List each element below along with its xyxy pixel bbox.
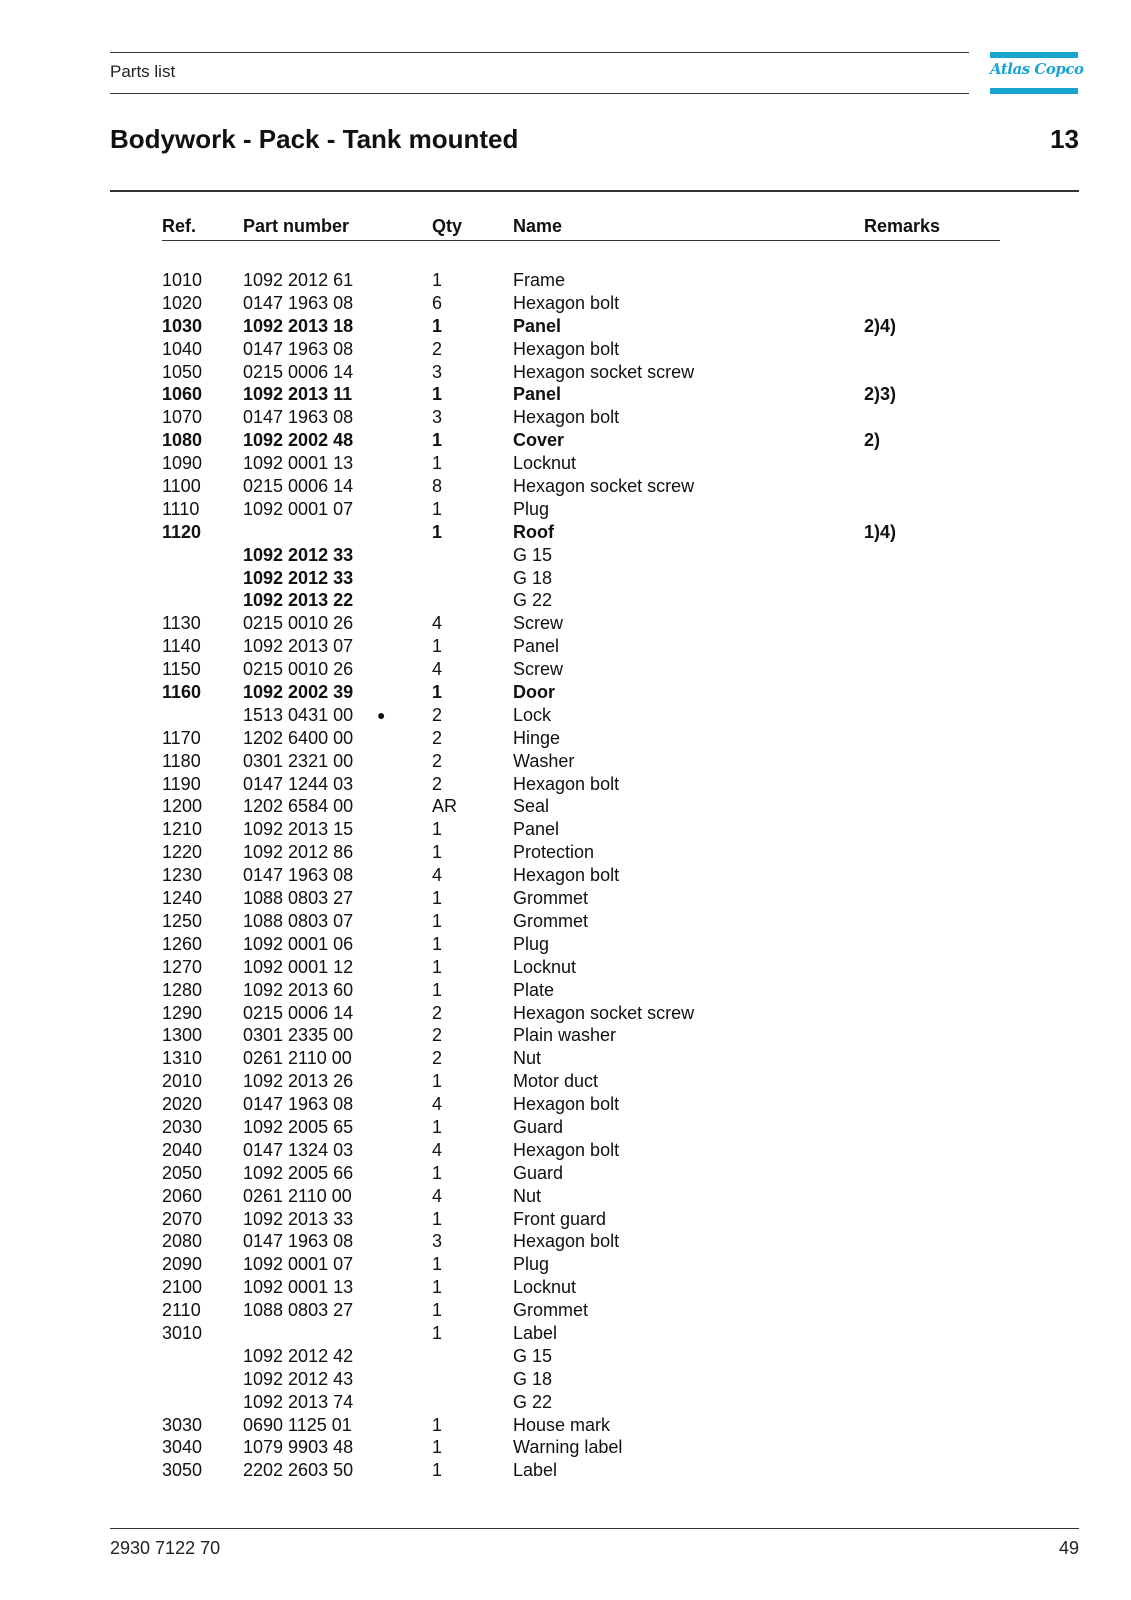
row-qty: 1 [432, 888, 443, 909]
row-name: Plug [513, 498, 550, 519]
row-name: Washer [513, 750, 575, 771]
table-row [162, 1162, 1000, 1185]
table-row [162, 406, 1000, 429]
table-row [162, 612, 1000, 635]
table-row [162, 727, 1000, 750]
row-ref: 1010 [162, 270, 203, 290]
row-name: Locknut [513, 1277, 577, 1298]
row-part-number: 1092 0001 07 [243, 1254, 354, 1275]
row-ref: 1310 [162, 1048, 203, 1069]
row-name: Panel [513, 819, 560, 840]
table-row [162, 1459, 1000, 1482]
row-part-number: 1092 2005 65 [243, 1116, 354, 1137]
table-row [162, 361, 1000, 384]
table-row [162, 1002, 1000, 1025]
row-qty: 1 [432, 819, 443, 840]
table-row [162, 704, 1000, 727]
logo-bottom-bar [990, 88, 1078, 94]
row-ref: 1110 [162, 498, 200, 519]
row-name: Hexagon bolt [513, 407, 620, 428]
row-qty: 3 [432, 407, 443, 428]
row-part-number: 0215 0006 14 [243, 476, 354, 497]
row-name: Door [513, 682, 555, 703]
row-name: Plain washer [513, 1025, 617, 1046]
row-name: Nut [513, 1185, 542, 1206]
row-part-number: 0147 1963 08 [243, 292, 354, 313]
row-part-number: 0147 1963 08 [243, 407, 354, 428]
row-ref: 2050 [162, 1162, 203, 1183]
row-part-number: 1092 2013 26 [243, 1071, 354, 1092]
row-qty: 3 [432, 1231, 443, 1252]
row-qty: 1 [432, 636, 443, 657]
row-ref: 1090 [162, 453, 203, 474]
row-name: Seal [513, 796, 550, 817]
row-part-number: 0147 1244 03 [243, 773, 354, 794]
header-section-label: Parts list [110, 62, 176, 81]
row-remarks: 2)3) [864, 384, 897, 405]
row-part-number: 1092 0001 07 [243, 498, 354, 519]
row-ref: 2030 [162, 1116, 203, 1137]
row-qty: 1 [432, 384, 443, 405]
row-name: Protection [513, 842, 595, 863]
row-qty: 2 [432, 1048, 443, 1069]
row-part-number: 1092 2013 15 [243, 819, 354, 840]
row-qty: 1 [432, 1162, 443, 1183]
table-row [162, 773, 1000, 796]
row-part-number: 1079 9903 48 [243, 1437, 354, 1458]
row-ref: 1130 [162, 613, 201, 634]
row-part-number: 1092 2012 42 [243, 1345, 354, 1366]
row-ref: 1220 [162, 842, 203, 863]
row-part-number: 0215 0006 14 [243, 1002, 354, 1023]
row-part-number: 0261 2110 00 [243, 1185, 352, 1206]
row-part-number: 0301 2321 00 [243, 750, 354, 771]
row-ref: 1190 [162, 773, 201, 794]
table-row [162, 338, 1000, 361]
row-name: Guard [513, 1116, 564, 1137]
row-name: Hexagon bolt [513, 338, 620, 359]
table-row [162, 383, 1000, 406]
row-ref: 2060 [162, 1185, 203, 1206]
row-qty: 2 [432, 727, 443, 748]
row-qty: 2 [432, 750, 443, 771]
row-part-number: 1092 0001 13 [243, 1277, 354, 1298]
row-part-number: 0147 1963 08 [243, 1231, 354, 1252]
table-row [162, 841, 1000, 864]
table-row [162, 1230, 1000, 1253]
page-number: 49 [1058, 1538, 1079, 1558]
row-name: Screw [513, 659, 564, 680]
page-title: Bodywork - Pack - Tank mounted [110, 124, 519, 154]
row-name: G 15 [513, 1345, 553, 1366]
row-ref: 1290 [162, 1002, 203, 1023]
row-qty: 1 [432, 1437, 443, 1458]
logo-text: Atlas Copco [990, 60, 1084, 78]
row-ref: 1050 [162, 361, 203, 382]
document-number: 2930 7122 70 [110, 1538, 221, 1558]
row-name: G 18 [513, 1368, 553, 1389]
table-row [162, 269, 1000, 292]
table-row [162, 544, 1000, 567]
row-qty: 4 [432, 865, 443, 886]
row-qty: 4 [432, 613, 443, 634]
row-remarks: 1)4) [864, 521, 897, 542]
row-name: Roof [513, 521, 554, 542]
row-name: Plate [513, 979, 555, 1000]
row-name: Hexagon socket screw [513, 361, 695, 382]
row-ref: 3040 [162, 1437, 203, 1458]
row-part-number: 1092 0001 12 [243, 956, 354, 977]
row-name: G 22 [513, 590, 553, 611]
row-part-number: 1092 2012 86 [243, 842, 354, 863]
row-qty: 3 [432, 361, 443, 382]
row-part-number: 0215 0010 26 [243, 659, 354, 680]
row-part-number: 1092 2013 22 [243, 590, 354, 611]
row-part-number: 1092 2013 74 [243, 1391, 354, 1412]
row-qty: 1 [432, 1071, 443, 1092]
table-body [162, 269, 1000, 1482]
row-name: Motor duct [513, 1071, 599, 1092]
row-qty: 2 [432, 1002, 443, 1023]
row-qty: 1 [432, 315, 443, 336]
row-ref: 1200 [162, 796, 203, 817]
table-row [162, 1276, 1000, 1299]
row-ref: 1230 [162, 865, 203, 886]
row-ref: 1270 [162, 956, 203, 977]
table-header [162, 216, 1000, 241]
row-ref: 2090 [162, 1254, 203, 1275]
row-name: Locknut [513, 956, 577, 977]
row-ref: 1080 [162, 430, 203, 451]
title-rule [110, 190, 1079, 192]
row-part-number: 0147 1963 08 [243, 865, 354, 886]
row-qty: 2 [432, 1025, 443, 1046]
row-part-number: 0690 1125 01 [243, 1414, 352, 1435]
row-ref: 1260 [162, 933, 203, 954]
row-qty: 1 [432, 1116, 443, 1137]
row-name: Hexagon bolt [513, 1094, 620, 1115]
row-ref: 3050 [162, 1460, 203, 1481]
table-row [162, 933, 1000, 956]
row-qty: 2 [432, 773, 443, 794]
row-qty: 1 [432, 1300, 443, 1321]
row-qty: 1 [432, 521, 443, 542]
section-number: 13 [1050, 124, 1079, 154]
row-part-number: 1092 2013 33 [243, 1208, 354, 1229]
table-row [162, 795, 1000, 818]
row-name: House mark [513, 1414, 611, 1435]
row-name: Front guard [513, 1208, 607, 1229]
row-qty: 1 [432, 1414, 443, 1435]
row-name: Panel [513, 315, 562, 336]
table-row [162, 315, 1000, 338]
row-ref: 1280 [162, 979, 203, 1000]
table-row [162, 1391, 1000, 1414]
row-name: Panel [513, 636, 560, 657]
row-qty: 1 [432, 498, 443, 519]
table-row [162, 818, 1000, 841]
table-row [162, 635, 1000, 658]
row-name: Hexagon bolt [513, 292, 620, 313]
table-row [162, 681, 1000, 704]
row-qty: 1 [432, 270, 443, 290]
table-row [162, 864, 1000, 887]
row-part-number: 1088 0803 27 [243, 1300, 354, 1321]
table-row [162, 292, 1000, 315]
row-name: G 18 [513, 567, 553, 588]
row-ref: 1120 [162, 521, 202, 542]
table-row [162, 1185, 1000, 1208]
row-part-number: 1088 0803 27 [243, 888, 354, 909]
row-part-number: 0215 0010 26 [243, 613, 354, 634]
table-row [162, 910, 1000, 933]
table-row [162, 429, 1000, 452]
row-name: Nut [513, 1048, 542, 1069]
row-mark: ● [377, 706, 386, 723]
row-name: Hexagon bolt [513, 1231, 620, 1252]
row-ref: 1070 [162, 407, 203, 428]
row-qty: 1 [432, 842, 443, 863]
row-name: Hexagon bolt [513, 865, 620, 886]
row-ref: 1020 [162, 292, 203, 313]
row-ref: 2020 [162, 1094, 203, 1115]
row-name: Grommet [513, 910, 589, 931]
row-ref: 2010 [162, 1071, 203, 1092]
row-qty: 1 [432, 1208, 443, 1229]
atlas-copco-logo [990, 52, 1084, 95]
table-row [162, 1047, 1000, 1070]
row-name: Lock [513, 704, 552, 725]
row-qty: 4 [432, 1185, 443, 1206]
row-part-number: 1092 2013 60 [243, 979, 354, 1000]
table-row [162, 1093, 1000, 1116]
row-part-number: 1092 2012 33 [243, 544, 354, 565]
header-top-rule [110, 52, 969, 53]
row-part-number: 1092 2012 43 [243, 1368, 354, 1389]
col-header-remarks: Remarks [864, 216, 941, 236]
table-row [162, 887, 1000, 910]
table-row [162, 1208, 1000, 1231]
row-name: Grommet [513, 888, 589, 909]
row-ref: 3030 [162, 1414, 203, 1435]
row-qty: 4 [432, 1139, 443, 1160]
row-name: Label [513, 1322, 558, 1343]
row-qty: 1 [432, 979, 443, 1000]
row-part-number: 1092 2002 39 [243, 682, 354, 703]
row-ref: 2070 [162, 1208, 203, 1229]
row-ref: 1040 [162, 338, 203, 359]
row-ref: 1300 [162, 1025, 203, 1046]
row-qty: 1 [432, 682, 443, 703]
table-row [162, 475, 1000, 498]
row-part-number: 1513 0431 00 [243, 704, 354, 725]
row-qty: 1 [432, 1322, 443, 1343]
row-ref: 1170 [162, 727, 201, 748]
row-name: Screw [513, 613, 564, 634]
logo-top-bar [990, 52, 1078, 58]
row-part-number: 0147 1324 03 [243, 1139, 354, 1160]
row-qty: 1 [432, 956, 443, 977]
table-row [162, 658, 1000, 681]
row-qty: 2 [432, 338, 443, 359]
row-part-number: 0147 1963 08 [243, 338, 354, 359]
col-header-qty: Qty [432, 216, 463, 236]
row-part-number: 1092 2012 61 [243, 270, 354, 290]
row-ref: 1180 [162, 750, 201, 771]
col-header-ref: Ref. [162, 216, 197, 236]
row-part-number: 2202 2603 50 [243, 1460, 354, 1481]
table-row [162, 1345, 1000, 1368]
row-ref: 1210 [162, 819, 203, 840]
table-row [162, 1116, 1000, 1139]
row-name: Guard [513, 1162, 564, 1183]
row-qty: 4 [432, 659, 443, 680]
row-ref: 1140 [162, 636, 201, 657]
row-name: Hexagon bolt [513, 1139, 620, 1160]
table-row [162, 1024, 1000, 1047]
row-ref: 3010 [162, 1322, 203, 1343]
row-name: Plug [513, 933, 550, 954]
table-row [162, 1414, 1000, 1437]
row-qty: 4 [432, 1094, 443, 1115]
table-row [162, 1070, 1000, 1093]
col-header-part-number: Part number [243, 216, 350, 236]
table-row [162, 750, 1000, 773]
row-ref: 2040 [162, 1139, 203, 1160]
row-part-number: 1092 2012 33 [243, 567, 354, 588]
row-part-number: 0261 2110 00 [243, 1048, 352, 1069]
row-name: Cover [513, 430, 565, 451]
table-row [162, 1436, 1000, 1459]
row-qty: 1 [432, 910, 443, 931]
row-ref: 2110 [162, 1300, 201, 1321]
row-name: Hexagon socket screw [513, 476, 695, 497]
row-name: Label [513, 1460, 558, 1481]
table-row [162, 1139, 1000, 1162]
table-row [162, 521, 1000, 544]
row-ref: 1240 [162, 888, 203, 909]
row-ref: 1100 [162, 476, 201, 497]
row-qty: 1 [432, 430, 443, 451]
row-ref: 1160 [162, 682, 202, 703]
row-part-number: 0301 2335 00 [243, 1025, 354, 1046]
row-part-number: 1202 6584 00 [243, 796, 354, 817]
row-qty: 8 [432, 476, 443, 497]
row-ref: 2100 [162, 1277, 203, 1298]
row-name: Locknut [513, 453, 577, 474]
row-part-number: 1092 2013 11 [243, 384, 353, 405]
row-part-number: 1092 2013 18 [243, 315, 354, 336]
row-qty: 2 [432, 704, 443, 725]
row-name: Plug [513, 1254, 550, 1275]
row-name: Hinge [513, 727, 561, 748]
row-part-number: 1092 2013 07 [243, 636, 354, 657]
table-row [162, 979, 1000, 1002]
row-name: Hexagon bolt [513, 773, 620, 794]
table-row [162, 589, 1000, 612]
row-name: Frame [513, 270, 566, 290]
footer-rule [110, 1528, 1079, 1529]
row-qty: 1 [432, 1460, 443, 1481]
row-name: Warning label [513, 1437, 623, 1458]
row-ref: 1060 [162, 384, 203, 405]
row-remarks: 2) [864, 430, 881, 451]
row-name: Hexagon socket screw [513, 1002, 695, 1023]
row-name: G 22 [513, 1391, 553, 1412]
table-row [162, 1253, 1000, 1276]
table-row [162, 498, 1000, 521]
parts-table [162, 216, 1000, 1482]
row-part-number: 0215 0006 14 [243, 361, 354, 382]
row-ref: 1250 [162, 910, 203, 931]
table-row [162, 1299, 1000, 1322]
row-qty: AR [432, 796, 458, 817]
row-part-number: 1088 0803 07 [243, 910, 354, 931]
table-row [162, 567, 1000, 590]
row-part-number: 1092 2005 66 [243, 1162, 354, 1183]
row-name: G 15 [513, 544, 553, 565]
header-bottom-rule [110, 93, 969, 94]
row-ref: 2080 [162, 1231, 203, 1252]
col-header-name: Name [513, 216, 563, 236]
row-qty: 1 [432, 1254, 443, 1275]
row-name: Panel [513, 384, 562, 405]
row-part-number: 1092 0001 06 [243, 933, 354, 954]
row-part-number: 1092 0001 13 [243, 453, 354, 474]
row-name: Grommet [513, 1300, 589, 1321]
table-row [162, 1368, 1000, 1391]
table-row [162, 956, 1000, 979]
row-part-number: 1202 6400 00 [243, 727, 354, 748]
row-part-number: 0147 1963 08 [243, 1094, 354, 1115]
row-qty: 6 [432, 292, 443, 313]
row-qty: 1 [432, 933, 443, 954]
row-qty: 1 [432, 453, 443, 474]
row-qty: 1 [432, 1277, 443, 1298]
table-row [162, 452, 1000, 475]
row-remarks: 2)4) [864, 315, 897, 336]
row-ref: 1150 [162, 659, 201, 680]
row-ref: 1030 [162, 315, 203, 336]
row-part-number: 1092 2002 48 [243, 430, 354, 451]
table-row [162, 1322, 1000, 1345]
